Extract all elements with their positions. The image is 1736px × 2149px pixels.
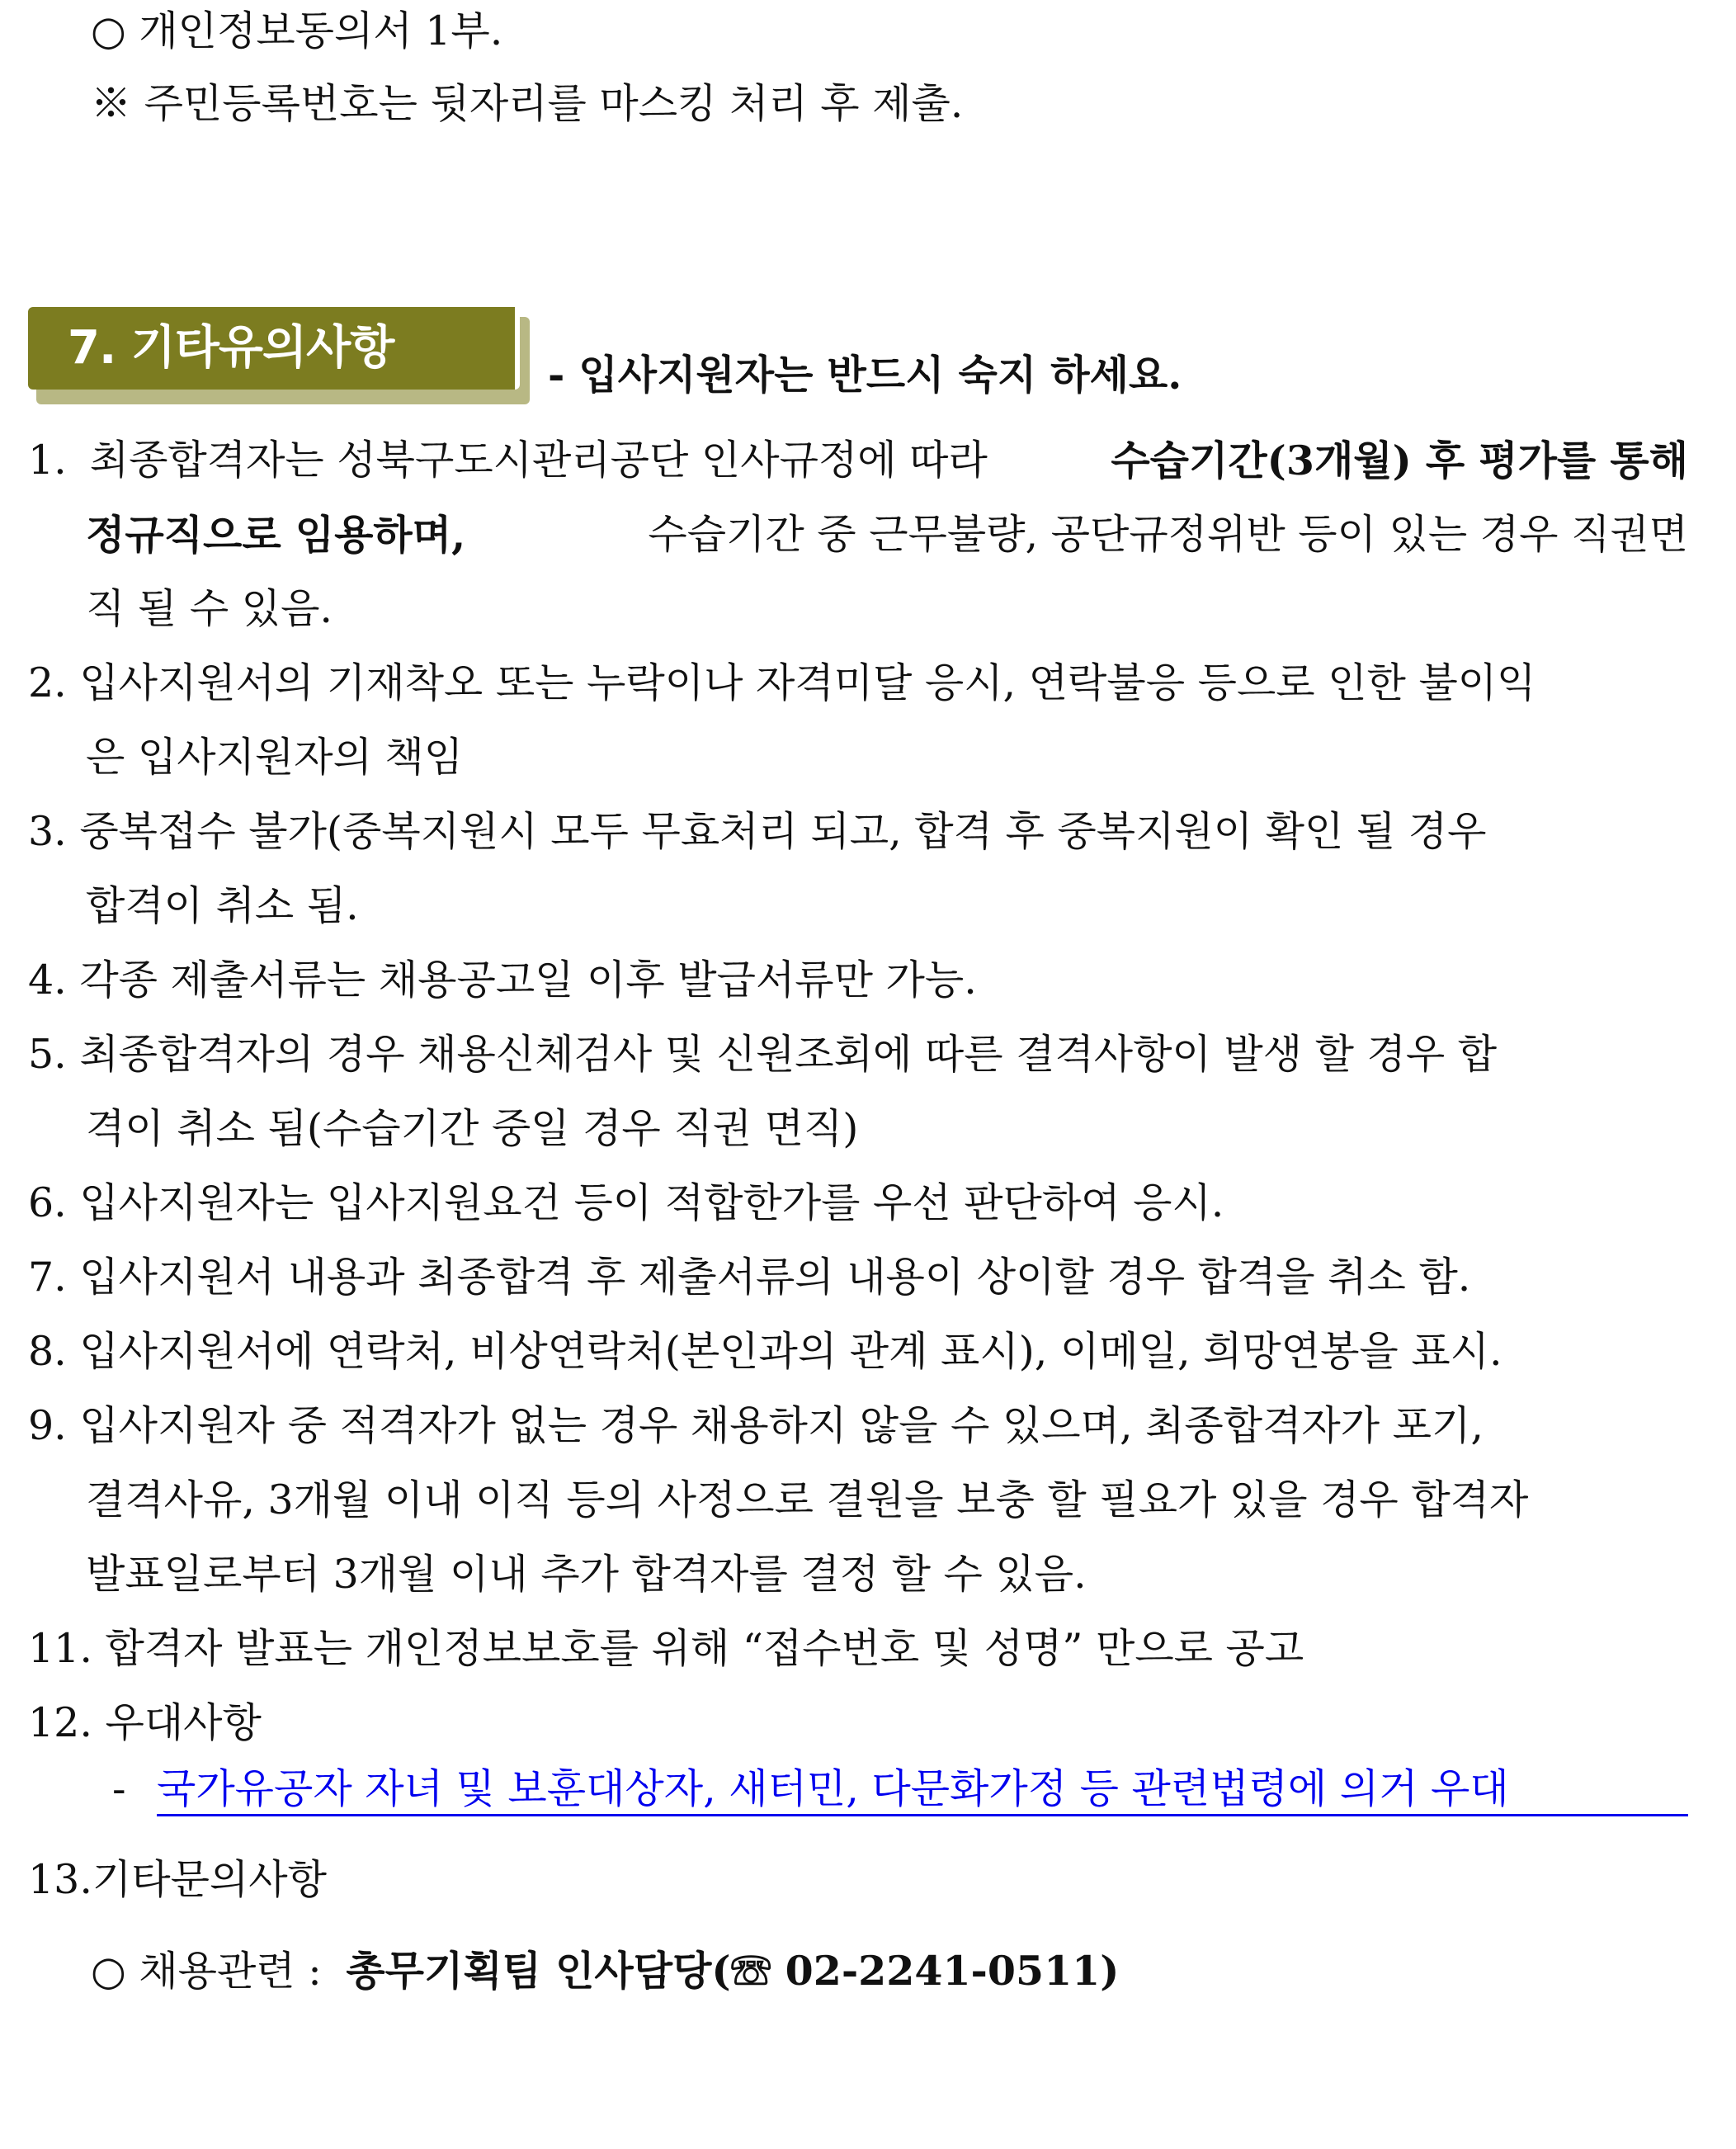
- item-4-line-1: 4. 각종 제출서류는 채용공고일 이후 발급서류만 가능.: [28, 956, 977, 1004]
- item-9-line-2: 결격사유, 3개월 이내 이직 등의 사정으로 결원을 보충 할 필요가 있을 경우 합격자: [86, 1476, 1529, 1523]
- section-title: 7. 기타유의사항: [68, 321, 394, 375]
- item-2-line-1: 2. 입사지원서의 기재착오 또는 누락이나 자격미달 응시, 연락불응 등으로 인한 불이익: [28, 659, 1536, 706]
- item-7-line-1: 7. 입사지원서 내용과 최종합격 후 제출서류의 내용이 상이할 경우 합격을 취소 함.: [28, 1254, 1471, 1301]
- top-line-masking-note: ※ 주민등록번호는 뒷자리를 마스킹 처리 후 제출.: [91, 80, 964, 127]
- item-12-dash: -: [112, 1765, 126, 1812]
- item-2-line-2: 은 입사지원자의 책임: [86, 734, 464, 781]
- item-9-line-3: 발표일로부터 3개월 이내 추가 합격자를 결정 할 수 있음.: [86, 1551, 1087, 1598]
- section-header-box: [28, 307, 520, 390]
- item-6-line-1: 6. 입사지원자는 입사지원요건 등이 적합한가를 우선 판단하여 응시.: [28, 1179, 1224, 1226]
- item-11-line-1: 11. 합격자 발표는 개인정보보호를 위해 “접수번호 및 성명” 만으로 공고: [28, 1625, 1304, 1672]
- item-13-line-1: 13.기타문의사항: [28, 1856, 327, 1903]
- item-3-line-1: 3. 중복접수 불가(중복지원시 모두 무효처리 되고, 합격 후 중복지원이 확인 될 경우: [28, 808, 1487, 855]
- item-12-line-1: 12. 우대사항: [28, 1699, 262, 1746]
- contact-line: [91, 1946, 1119, 1996]
- item-5-line-2: 격이 취소 됨(수습기간 중일 경우 직권 면직): [86, 1105, 859, 1152]
- section-note: - 입사지원자는 반드시 숙지 하세요.: [548, 351, 1182, 399]
- item-1-line-3: 직 될 수 있음.: [86, 585, 333, 632]
- contact-prefix: ○ 채용관련 :: [91, 1948, 322, 1995]
- item-1-line-1: 1. 최종합격자는 성북구도시관리공단 인사규정에 따라 수습기간(3개월) 후 평가를 통해: [28, 437, 1688, 484]
- top-line-consent: ○ 개인정보동의서 1부.: [91, 7, 503, 54]
- item-5-line-1: 5. 최종합격자의 경우 채용신체검사 및 신원조회에 따른 결격사항이 발생 할 경우 합: [28, 1031, 1498, 1078]
- item-3-line-2: 합격이 취소 됨.: [86, 882, 359, 929]
- contact-team-phone: 총무기획팀 인사담당(☏ 02-2241-0511): [346, 1947, 1120, 1995]
- item-1-line-2: 정규직으로 임용하며, 수습기간 중 근무불량, 공단규정위반 등이 있는 경우 직권면: [86, 511, 1688, 559]
- item-8-line-1: 8. 입사지원서에 연락처, 비상연락처(본인과의 관계 표시), 이메일, 희망연봉을 표시.: [28, 1328, 1502, 1375]
- item-9-line-1: 9. 입사지원자 중 적격자가 없는 경우 채용하지 않을 수 있으며, 최종합격자가 포기,: [28, 1402, 1484, 1449]
- section-header: [28, 307, 531, 406]
- preferential-treatment-link[interactable]: 국가유공자 자녀 및 보훈대상자, 새터민, 다문화가정 등 관련법령에 의거 우대: [157, 1764, 1688, 1816]
